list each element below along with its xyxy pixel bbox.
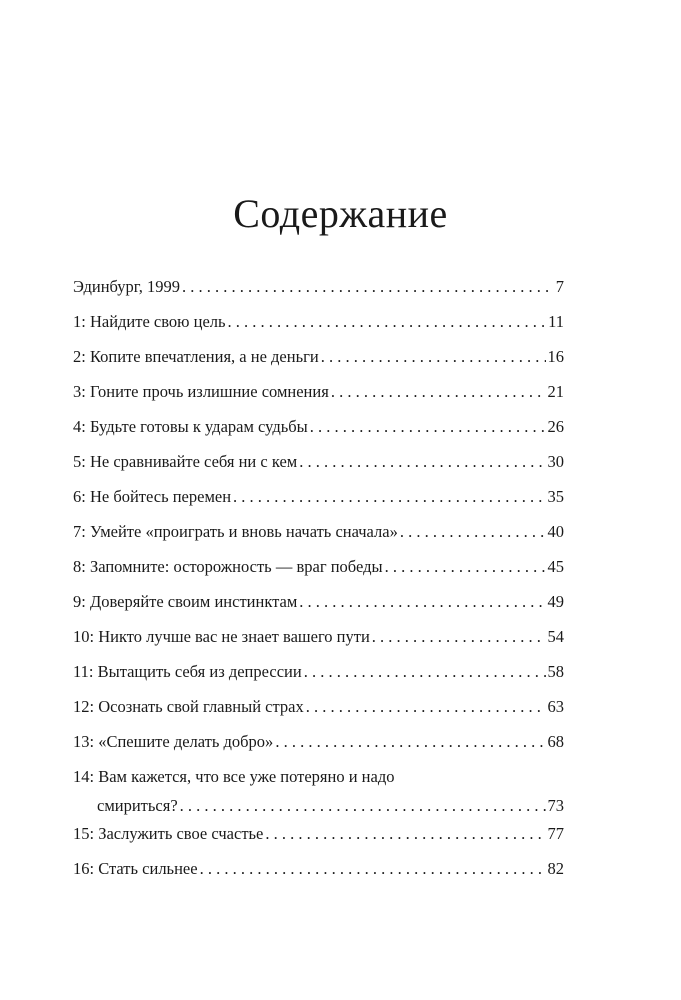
toc-entry-page: 16 (547, 347, 564, 366)
toc-entry-page: 40 (547, 522, 564, 541)
toc-entry[interactable] (73, 766, 564, 823)
dot-leader (180, 795, 546, 817)
toc-entry[interactable] (73, 626, 564, 661)
toc-entry-label: 6: Не бойтесь перемен (73, 487, 232, 506)
toc-entry[interactable] (73, 276, 564, 311)
toc-entry[interactable] (73, 381, 564, 416)
toc-entry-label: 1: Найдите свою цель (73, 312, 226, 331)
dot-leader (299, 591, 545, 613)
toc-entry-page: 26 (547, 417, 564, 436)
dot-leader (265, 823, 545, 845)
toc-entry-page: 45 (547, 557, 564, 576)
toc-entry[interactable] (73, 346, 564, 381)
dot-leader (299, 451, 545, 473)
toc-entry[interactable] (73, 591, 564, 626)
toc-entry[interactable] (73, 661, 564, 696)
dot-leader (331, 381, 546, 403)
toc-entry-label: 12: Осознать свой главный страх (73, 697, 304, 716)
toc-entry-page: 7 (555, 277, 564, 296)
toc-entry[interactable] (73, 311, 564, 346)
toc-entry-label: 13: «Спешите делать добро» (73, 732, 274, 751)
toc-entry-label: Эдинбург, 1999 (73, 277, 180, 296)
dot-leader (306, 696, 546, 718)
dot-leader (385, 556, 546, 578)
toc-entry-page: 68 (547, 732, 564, 751)
dot-leader (321, 346, 546, 368)
toc-entry[interactable] (73, 858, 564, 893)
toc-entry-page: 21 (547, 382, 564, 401)
dot-leader (304, 661, 546, 683)
dot-leader (233, 486, 545, 508)
page-title: Содержание (233, 191, 448, 236)
toc-entry-label: 11: Вытащить себя из депрессии (73, 662, 302, 681)
toc-entry-label: 4: Будьте готовы к ударам судьбы (73, 417, 308, 436)
toc-entry-page: 49 (547, 592, 564, 611)
toc-entry-label-continued: смириться? (97, 795, 178, 815)
toc-entry-page: 73 (547, 795, 564, 815)
dot-leader (275, 731, 545, 753)
toc-entry-page: 11 (548, 312, 564, 331)
table-of-contents (73, 276, 564, 893)
toc-entry-label: 9: Доверяйте своим инстинктам (73, 592, 298, 611)
dot-leader (182, 276, 554, 298)
toc-entry-page: 77 (547, 824, 564, 843)
dot-leader (372, 626, 546, 648)
toc-entry-label: 5: Не сравнивайте себя ни с кем (73, 452, 298, 471)
dot-leader (400, 521, 546, 543)
dot-leader (228, 311, 547, 333)
dot-leader (200, 858, 546, 880)
toc-entry-page: 58 (547, 662, 564, 681)
dot-leader (310, 416, 546, 438)
toc-entry-label: 7: Умейте «проиграть и вновь начать сначала» (73, 522, 398, 541)
toc-entry-page: 54 (547, 627, 564, 646)
toc-entry[interactable] (73, 556, 564, 591)
toc-entry-page: 63 (547, 697, 564, 716)
toc-entry-label: 16: Стать сильнее (73, 859, 198, 878)
toc-entry-page: 35 (547, 487, 564, 506)
toc-entry[interactable] (73, 451, 564, 486)
toc-entry-label: 8: Запомните: осторожность — враг победы (73, 557, 383, 576)
toc-entry[interactable] (73, 521, 564, 556)
toc-entry-page: 30 (547, 452, 564, 471)
toc-entry-label: 3: Гоните прочь излишние сомнения (73, 382, 329, 401)
toc-entry[interactable] (73, 731, 564, 766)
toc-entry-label: 10: Никто лучше вас не знает вашего пути (73, 627, 370, 646)
toc-entry-label: 15: Заслужить свое счастье (73, 824, 264, 843)
toc-entry[interactable] (73, 823, 564, 858)
toc-entry[interactable] (73, 416, 564, 451)
toc-entry-label: 14: Вам кажется, что все уже потеряно и надо (73, 767, 395, 786)
toc-entry-continuation (73, 795, 564, 817)
toc-entry-page: 82 (547, 859, 564, 878)
toc-entry[interactable] (73, 696, 564, 731)
toc-entry[interactable] (73, 486, 564, 521)
toc-entry-label: 2: Копите впечатления, а не деньги (73, 347, 319, 366)
